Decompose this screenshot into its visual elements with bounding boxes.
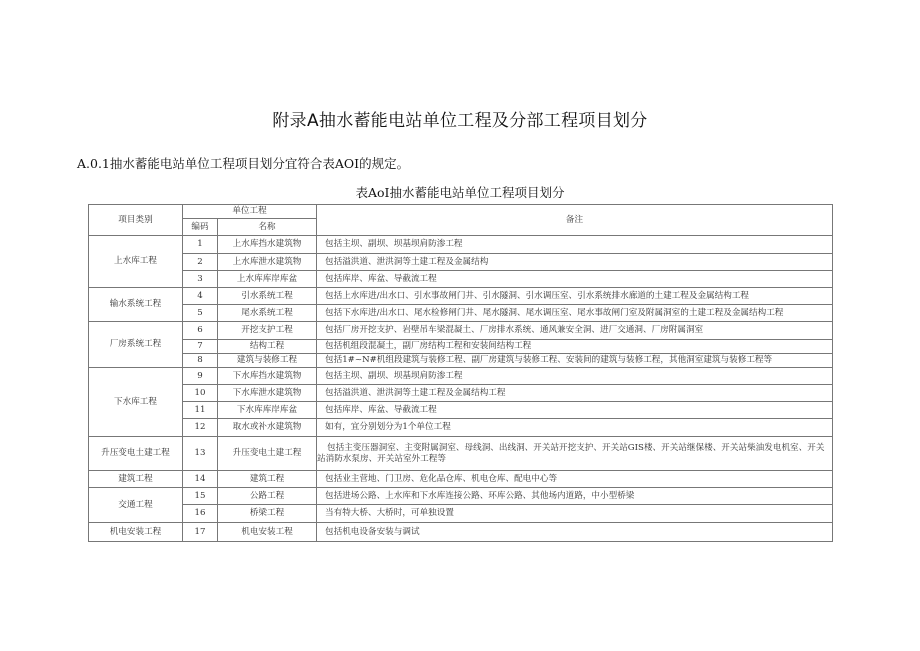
code-cell: 1 bbox=[183, 236, 218, 254]
code-cell: 12 bbox=[183, 419, 218, 437]
name-cell: 机电安装工程 bbox=[218, 523, 317, 542]
code-cell: 8 bbox=[183, 354, 218, 368]
table-row bbox=[89, 305, 833, 322]
table-row bbox=[89, 368, 833, 385]
table-row bbox=[89, 437, 833, 471]
table-row bbox=[89, 340, 833, 354]
project-division-table bbox=[88, 204, 833, 542]
category-cell: 输水系统工程 bbox=[89, 288, 183, 322]
code-cell: 4 bbox=[183, 288, 218, 305]
remarks-cell: 当有特大桥、大桥时，可单独设置 bbox=[317, 505, 833, 523]
remarks-cell: 包括上水库进/出水口、引水事故闸门井、引水隧洞、引水调压室、引水系统排水廊道的土建工程及金属结构工程 bbox=[317, 288, 833, 305]
remarks-cell: 包括主变压器洞室、主变附属洞室、母线洞、出线洞、开关站开挖支护、开关站GIS楼、开关站继保楼、开关站柴油发电机室、开关站消防水泵房、开关站室外工程等 bbox=[317, 437, 833, 471]
category-cell: 厂房系统工程 bbox=[89, 322, 183, 368]
table-row bbox=[89, 402, 833, 419]
code-cell: 2 bbox=[183, 254, 218, 271]
remarks-cell: 包括库岸、库盆、导截流工程 bbox=[317, 402, 833, 419]
name-cell: 结构工程 bbox=[218, 340, 317, 354]
table-row bbox=[89, 385, 833, 402]
table-row bbox=[89, 419, 833, 437]
remarks-cell: 包括机组段混凝土，副厂房结构工程和安装间结构工程 bbox=[317, 340, 833, 354]
category-cell: 建筑工程 bbox=[89, 471, 183, 488]
name-cell: 建筑与装修工程 bbox=[218, 354, 317, 368]
code-cell: 5 bbox=[183, 305, 218, 322]
code-cell: 10 bbox=[183, 385, 218, 402]
code-cell: 7 bbox=[183, 340, 218, 354]
name-cell: 下水库库岸库盆 bbox=[218, 402, 317, 419]
header-remarks: 备注 bbox=[317, 205, 833, 236]
clause-text: A.0.1抽水蓄能电站单位工程项目划分宜符合表AOI的规定。 bbox=[77, 156, 410, 171]
remarks-cell: 包括1#~N#机组段建筑与装修工程、副厂房建筑与装修工程、安装间的建筑与装修工程，其他洞室建筑与装修工程等 bbox=[317, 354, 833, 368]
remarks-cell: 包括库岸、库盆、导截流工程 bbox=[317, 271, 833, 288]
code-cell: 9 bbox=[183, 368, 218, 385]
category-cell: 上水库工程 bbox=[89, 236, 183, 288]
remarks-cell: 包括下水库进/出水口、尾水检修闸门井、尾水隧洞、尾水调压室、尾水事故闸门室及附属洞室的土建工程及金属结构工程 bbox=[317, 305, 833, 322]
category-cell: 升压变电土建工程 bbox=[89, 437, 183, 471]
table-row bbox=[89, 505, 833, 523]
name-cell: 上水库挡水建筑物 bbox=[218, 236, 317, 254]
code-cell: 13 bbox=[183, 437, 218, 471]
table-row bbox=[89, 523, 833, 542]
code-cell: 3 bbox=[183, 271, 218, 288]
remarks-cell: 包括主坝、副坝、坝基坝肩防渗工程 bbox=[317, 368, 833, 385]
code-cell: 11 bbox=[183, 402, 218, 419]
table-row bbox=[89, 271, 833, 288]
code-cell: 17 bbox=[183, 523, 218, 542]
category-cell: 机电安装工程 bbox=[89, 523, 183, 542]
name-cell: 下水库挡水建筑物 bbox=[218, 368, 317, 385]
table-row bbox=[89, 322, 833, 340]
name-cell: 上水库泄水建筑物 bbox=[218, 254, 317, 271]
category-cell: 下水库工程 bbox=[89, 368, 183, 437]
code-cell: 6 bbox=[183, 322, 218, 340]
name-cell: 引水系统工程 bbox=[218, 288, 317, 305]
remarks-cell: 包括主坝、副坝、坝基坝肩防渗工程 bbox=[317, 236, 833, 254]
table-row bbox=[89, 488, 833, 505]
table-row bbox=[89, 236, 833, 254]
header-unit-project: 单位工程 bbox=[183, 205, 317, 219]
remarks-cell: 包括机电设备安装与调试 bbox=[317, 523, 833, 542]
remarks-cell: 包括溢洪道、泄洪洞等土建工程及金属结构工程 bbox=[317, 385, 833, 402]
name-cell: 上水库库岸库盆 bbox=[218, 271, 317, 288]
remarks-cell: 包括业主营地、门卫房、危化品仓库、机电仓库、配电中心等 bbox=[317, 471, 833, 488]
table-row bbox=[89, 254, 833, 271]
name-cell: 开挖支护工程 bbox=[218, 322, 317, 340]
name-cell: 升压变电土建工程 bbox=[218, 437, 317, 471]
name-cell: 桥梁工程 bbox=[218, 505, 317, 523]
name-cell: 取水或补水建筑物 bbox=[218, 419, 317, 437]
header-category: 项目类别 bbox=[89, 205, 183, 236]
code-cell: 15 bbox=[183, 488, 218, 505]
name-cell: 下水库泄水建筑物 bbox=[218, 385, 317, 402]
table-caption: 表AoI抽水蓄能电站单位工程项目划分 bbox=[355, 185, 565, 200]
code-cell: 14 bbox=[183, 471, 218, 488]
remarks-cell: 包括进场公路、上水库和下水库连接公路、环库公路、其他场内道路，中小型桥梁 bbox=[317, 488, 833, 505]
remarks-cell: 包括溢洪道、泄洪洞等土建工程及金属结构 bbox=[317, 254, 833, 271]
category-cell: 交通工程 bbox=[89, 488, 183, 523]
remarks-cell: 包括厂房开挖支护、岩壁吊车梁混凝土、厂房排水系统、通风兼安全洞、进厂交通洞、厂房附属洞室 bbox=[317, 322, 833, 340]
table-row bbox=[89, 354, 833, 368]
name-cell: 建筑工程 bbox=[218, 471, 317, 488]
name-cell: 尾水系统工程 bbox=[218, 305, 317, 322]
table-row bbox=[89, 288, 833, 305]
code-cell: 16 bbox=[183, 505, 218, 523]
remarks-cell: 如有，宜分别划分为1个单位工程 bbox=[317, 419, 833, 437]
header-code: 编码 bbox=[183, 219, 218, 236]
header-name: 名称 bbox=[218, 219, 317, 236]
appendix-title: 附录A抽水蓄能电站单位工程及分部工程项目划分 bbox=[272, 111, 648, 131]
table-row bbox=[89, 471, 833, 488]
name-cell: 公路工程 bbox=[218, 488, 317, 505]
